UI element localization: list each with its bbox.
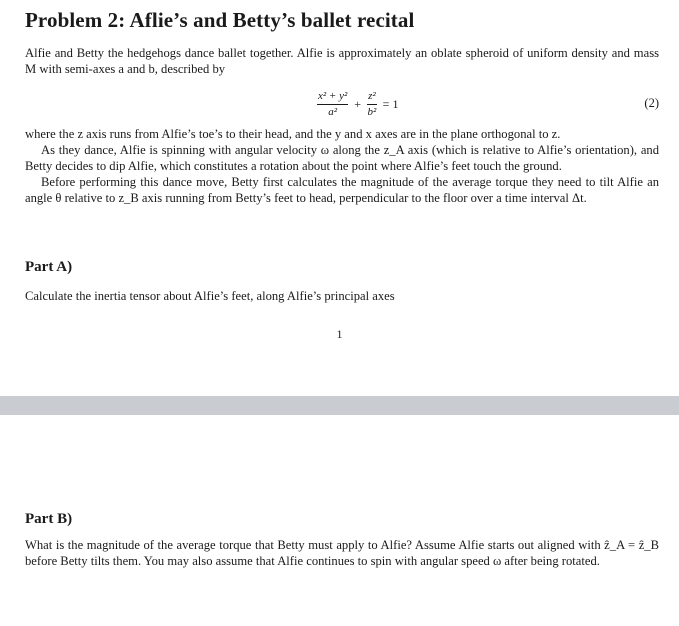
fraction-xy-numerator: x² + y²: [317, 90, 348, 105]
part-b-text: What is the magnitude of the average torque that Betty must apply to Alfie? Assume Alfie starts out aligned with ẑ_A = ẑ_B before Betty tilts them. You may also assume that Alfie continues to spin with angular speed ω after being rotated.: [25, 538, 659, 568]
fraction-xy: [317, 90, 348, 119]
page-separator: [0, 396, 679, 415]
equation-body: [315, 86, 402, 122]
page-number: 1: [336, 327, 343, 341]
intro-paragraph: Alfie and Betty the hedgehogs dance ballet together. Alfie is approximately an oblate spheroid of uniform density and mass M with semi-axes a and b, described by: [25, 46, 659, 76]
spin-paragraph: As they dance, Alfie is spinning with angular velocity ω along the z_A axis (which is relative to Alfie’s orientation), and Betty decides to dip Alfie, which constitutes a rotation about the point where Alfie’s feet touch the ground.: [25, 143, 659, 173]
document-page-2: [0, 415, 679, 626]
fraction-z: [367, 90, 377, 119]
equals-one: = 1: [382, 96, 399, 111]
part-a-text: Calculate the inertia tensor about Alfie’s feet, along Alfie’s principal axes: [25, 289, 395, 303]
body-paragraphs: [25, 126, 659, 206]
plus-sign: +: [354, 96, 362, 111]
before-paragraph: Before performing this dance move, Betty first calculates the magnitude of the average torque they need to tilt Alfie an angle θ relative to z_B axis running from Betty’s feet to head, perpendicular to the floor over a time interval Δt.: [25, 175, 659, 205]
spheroid-equation: [25, 86, 659, 122]
fraction-z-denominator: b²: [367, 105, 377, 118]
problem-title: Problem 2: Aflie’s and Betty’s ballet recital: [25, 8, 415, 32]
part-b-heading: Part B): [25, 511, 73, 527]
fraction-xy-denominator: a²: [328, 105, 338, 118]
part-a-heading: Part A): [25, 259, 73, 275]
where-paragraph: where the z axis runs from Alfie’s toe’s to their head, and the y and x axes are in the plane orthogonal to z.: [25, 127, 561, 141]
equation-number: (2): [644, 96, 659, 110]
fraction-z-numerator: z²: [367, 90, 377, 105]
